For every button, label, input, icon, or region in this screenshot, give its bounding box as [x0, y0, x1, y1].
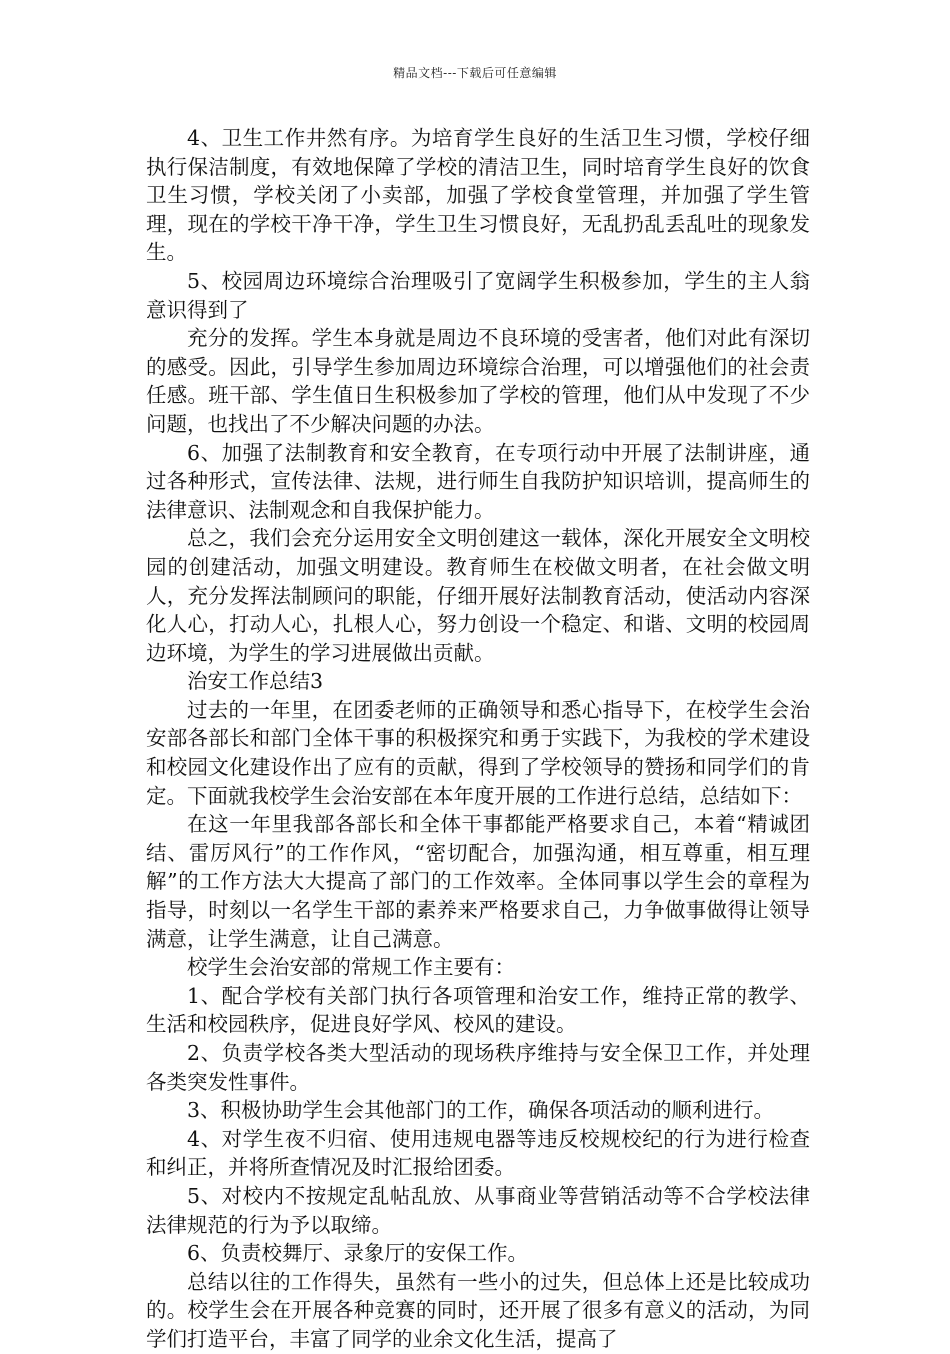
paragraph-duties-heading: 校学生会治安部的常规工作主要有： [187, 955, 515, 980]
paragraph-summary: 总结以往的工作得失，虽然有一些小的过失，但总体上还是比较成功的。校学生会在开展各种竞赛的同时，还开展了很多有意义的活动，为同学们打造平台，丰富了同学的业余文化生活，提高了 [146, 1269, 810, 1351]
paragraph-hygiene: 4、卫生工作井然有序。为培育学生良好的生活卫生习惯，学校仔细执行保洁制度，有效地保障了学校的清洁卫生，同时培育学生良好的饮食卫生习惯，学校关闭了小卖部，加强了学校食堂管理，并加强了学生管理，现在的学校干净干净，学生卫生习惯良好，无乱扔乱丢乱吐的现象发生。 [146, 126, 810, 265]
list-item-duty-3: 3、积极协助学生会其他部门的工作，确保各项活动的顺利进行。 [187, 1098, 775, 1123]
document-body [146, 124, 810, 1354]
section-heading: 治安工作总结3 [187, 669, 324, 694]
page-header: 精品文档---下载后可任意编辑 [393, 66, 557, 80]
paragraph-environment-continued: 充分的发挥。学生本身就是周边不良环境的受害者，他们对此有深切的感受。因此，引导学生参加周边环境综合治理，可以增强他们的社会责任感。班干部、学生值日生积极参加了学校的管理，他们从中发现了不少问题，也找出了不少解决问题的办法。 [146, 326, 810, 436]
paragraph-conclusion: 总之，我们会充分运用安全文明创建这一载体，深化开展安全文明校园的创建活动，加强文明建设。教育师生在校做文明者，在社会做文明人，充分发挥法制顾问的职能，仔细开展好法制教育活动，使活动内容深化人心，打动人心，扎根人心，努力创设一个稳定、和谐、文明的校园周边环境，为学生的学习进展做出贡献。 [146, 526, 810, 665]
paragraph-environment-governance: 5、校园周边环境综合治理吸引了宽阔学生积极参加，学生的主人翁意识得到了 [146, 268, 810, 322]
paragraph-legal-education: 6、加强了法制教育和安全教育，在专项行动中开展了法制讲座，通过各种形式，宣传法律、法规，进行师生自我防护知识培训，提高师生的法律意识、法制观念和自我保护能力。 [146, 440, 810, 522]
list-item-duty-5: 5、对校内不按规定乱帖乱放、从事商业等营销活动等不合学校法律法律规范的行为予以取缔。 [146, 1183, 810, 1237]
paragraph-work-style: 在这一年里我部各部长和全体干事都能严格要求自己，本着“精诚团结、雷厉风行”的工作作风，“密切配合，加强沟通，相互尊重，相互理解”的工作方法大大提高了部门的工作效率。全体同事以学生会的章程为指导，时刻以一名学生干部的素养来严格要求自己，力争做事做得让领导满意，让学生满意，让自己满意。 [146, 812, 810, 951]
list-item-duty-2: 2、负责学校各类大型活动的现场秩序维持与安全保卫工作，并处理各类突发性事件。 [146, 1041, 810, 1094]
paragraph-intro: 过去的一年里，在团委老师的正确领导和悉心指导下，在校学生会治安部各部长和部门全体干事的积极探究和勇于实践下，为我校的学术建设和校园文化建设作出了应有的贡献，得到了学校领导的赞扬和同学们的肯定。下面就我校学生会治安部在本年度开展的工作进行总结，总结如下： [146, 697, 810, 808]
list-item-duty-6: 6、负责校舞厅、录象厅的安保工作。 [187, 1241, 529, 1266]
list-item-duty-1: 1、配合学校有关部门执行各项管理和治安工作，维持正常的教学、生活和校园秩序，促进良好学风、校风的建设。 [146, 983, 810, 1037]
list-item-duty-4: 4、对学生夜不归宿、使用违规电器等违反校规校纪的行为进行检查和纠正，并将所查情况及时汇报给团委。 [146, 1126, 810, 1180]
